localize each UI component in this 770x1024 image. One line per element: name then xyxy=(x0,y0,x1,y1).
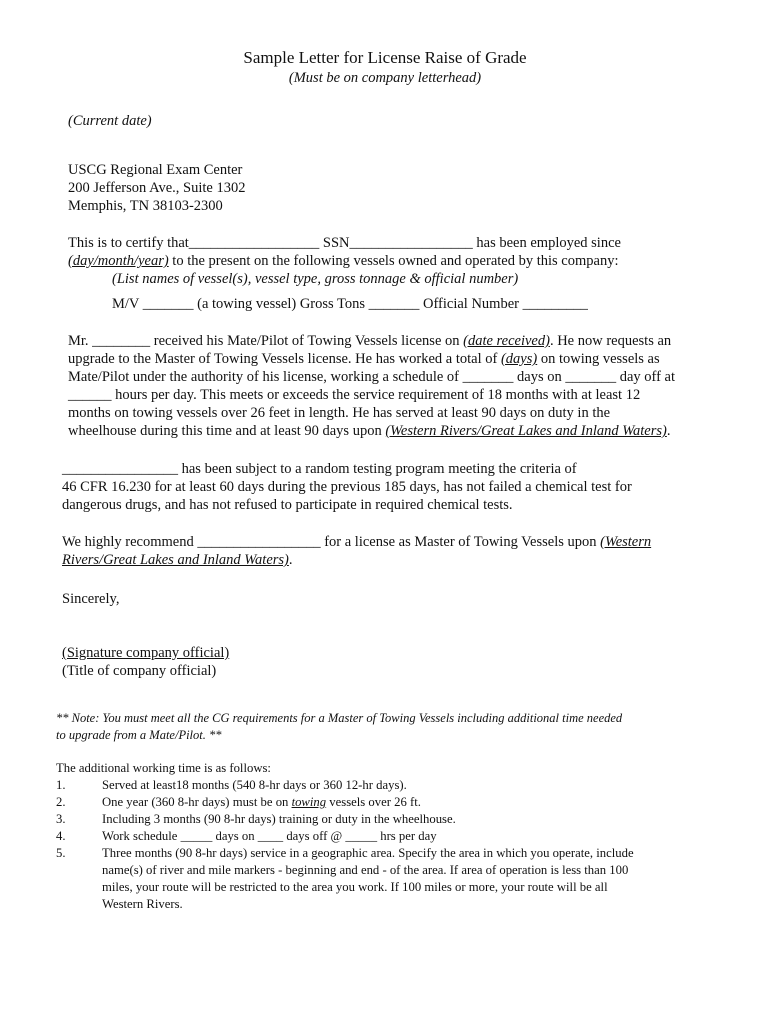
list-item-5-line-3: miles, your route will be restricted to the area you work. If 100 miles or more, your route will be all xyxy=(102,880,608,894)
current-date-placeholder: (Current date) xyxy=(68,113,152,129)
license-line-1-text: Mr. ________ received his Mate/Pilot of Towing Vessels license on xyxy=(68,333,464,349)
note-line-2: to upgrade from a Mate/Pilot. ** xyxy=(56,728,222,742)
list-item-3: Including 3 months (90 8-hr days) training or duty in the wheelhouse. xyxy=(102,812,456,826)
license-line-2-end: on towing vessels as xyxy=(537,351,660,367)
list-number-5: 5. xyxy=(56,846,66,860)
signature-placeholder: (Signature company official) xyxy=(62,645,230,661)
list-number-1: 1. xyxy=(56,778,66,792)
list-item-5-line-4: Western Rivers. xyxy=(102,897,183,911)
note-line-1: ** Note: You must meet all the CG requirements for a Master of Towing Vessels including additional time needed xyxy=(56,711,623,725)
document-title: Sample Letter for License Raise of Grade xyxy=(243,48,527,67)
days-placeholder: (days) xyxy=(500,351,538,367)
employment-date-placeholder: (day/month/year) xyxy=(68,253,169,269)
license-line-2 xyxy=(68,350,660,368)
license-line-1-end: . He now requests an xyxy=(549,333,672,349)
list-item-5-line-2: name(s) of river and mile markers - beginning and end - of the area. If area of operation is less than 100 xyxy=(102,863,629,877)
address-line-3: Memphis, TN 38103-2300 xyxy=(68,198,223,214)
list-number-3: 3. xyxy=(56,812,66,826)
vessel-details-line: M/V _______ (a towing vessel) Gross Tons _______ Official Number _________ xyxy=(112,296,588,312)
towing-emphasis: towing xyxy=(291,795,327,809)
closing: Sincerely, xyxy=(62,591,120,607)
document-subtitle: (Must be on company letterhead) xyxy=(288,70,482,86)
recommend-line-1 xyxy=(62,533,651,551)
list-item-2 xyxy=(102,794,421,811)
list-item-2-text: One year (360 8-hr days) must be on xyxy=(102,795,292,809)
address-line-2: 200 Jefferson Ave., Suite 1302 xyxy=(68,180,246,196)
license-line-3: Mate/Pilot under the authority of his license, working a schedule of _______ days on _______ day off at xyxy=(68,369,676,385)
license-line-4: ______ hours per day. This meets or exceeds the service requirement of 18 months with at least 12 xyxy=(68,387,641,403)
recommend-waters-end: Rivers/Great Lakes and Inland Waters) xyxy=(62,552,289,568)
address-line-1: USCG Regional Exam Center xyxy=(68,162,243,178)
recommend-line-2-end: . xyxy=(288,552,293,568)
list-number-4: 4. xyxy=(56,829,66,843)
license-line-2-text: upgrade to the Master of Towing Vessels license. He has worked a total of xyxy=(68,351,501,367)
license-line-6-end: . xyxy=(666,423,671,439)
license-line-6-text: wheelhouse during this time and at least 90 days upon xyxy=(68,423,386,439)
recommend-waters-start: (Western xyxy=(600,534,652,550)
list-intro: The additional working time is as follows: xyxy=(56,761,271,775)
license-line-1 xyxy=(68,332,671,350)
date-received-placeholder: (date received) xyxy=(463,333,550,349)
list-item-1: Served at least18 months (540 8-hr days or 360 12-hr days). xyxy=(102,778,407,792)
recommend-line-1-text: We highly recommend _________________ for a license as Master of Towing Vessels upon xyxy=(62,534,601,550)
vessel-list-instruction: (List names of vessel(s), vessel type, gross tonnage & official number) xyxy=(112,271,519,287)
recommend-line-2 xyxy=(62,551,293,569)
drug-line-3: dangerous drugs, and has not refused to participate in required chemical tests. xyxy=(62,497,513,513)
list-item-5-line-1: Three months (90 8-hr days) service in a geographic area. Specify the area in which you operate, include xyxy=(102,846,634,860)
license-line-6 xyxy=(68,422,670,440)
employment-date-line xyxy=(68,252,618,270)
license-line-5: months on towing vessels over 26 feet in length. He has served at least 90 days on duty in the xyxy=(68,405,611,421)
drug-line-2: 46 CFR 16.230 for at least 60 days during the previous 185 days, has not failed a chemical test for xyxy=(62,479,632,495)
certify-line: This is to certify that__________________ SSN_________________ has been employed since xyxy=(68,235,621,251)
list-item-2-end: vessels over 26 ft. xyxy=(326,795,421,809)
employment-date-rest: to the present on the following vessels owned and operated by this company: xyxy=(168,253,619,269)
list-number-2: 2. xyxy=(56,795,66,809)
drug-line-1: ________________ has been subject to a random testing program meeting the criteria of xyxy=(62,461,577,477)
list-item-4: Work schedule _____ days on ____ days off @ _____ hrs per day xyxy=(102,829,437,843)
waters-placeholder: (Western Rivers/Great Lakes and Inland Waters) xyxy=(385,423,667,439)
title-placeholder: (Title of company official) xyxy=(62,663,217,679)
